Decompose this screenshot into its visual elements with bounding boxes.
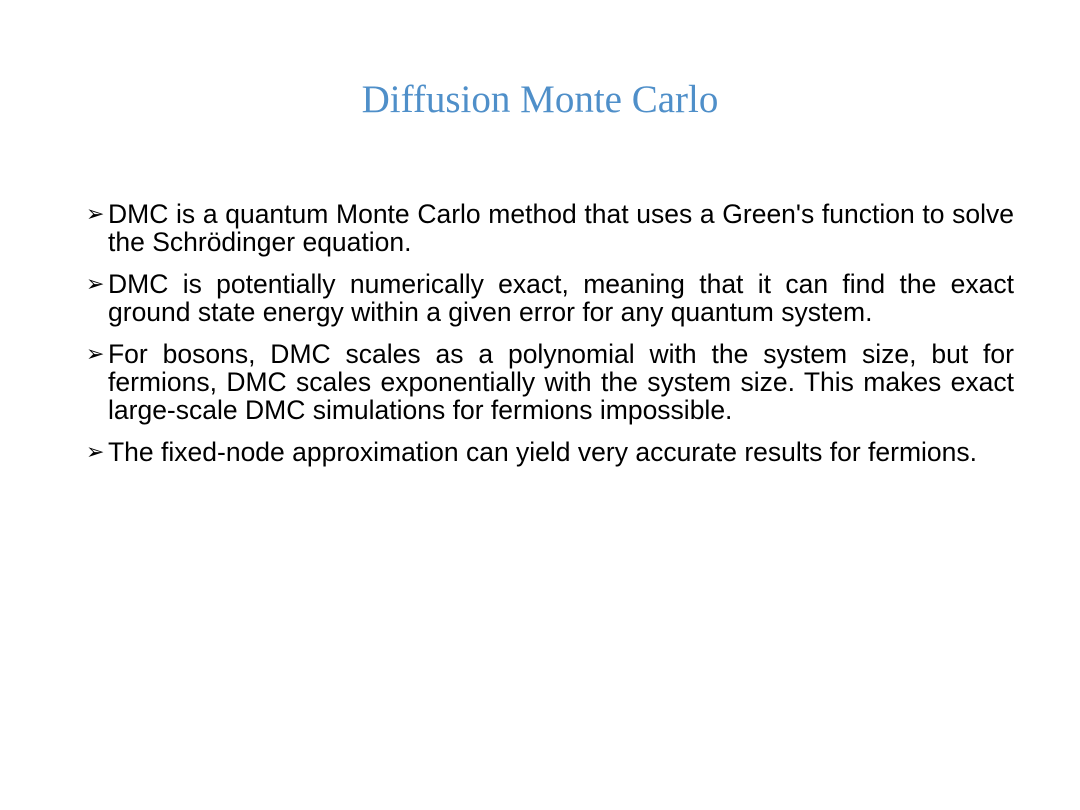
arrow-bullet-icon: ➢ — [86, 439, 105, 464]
arrow-bullet-icon: ➢ — [86, 201, 105, 226]
arrow-bullet-icon: ➢ — [86, 271, 105, 296]
bullet-text: For bosons, DMC scales as a polynomial with the system size, but for fermions, DMC scales exponentially with the system size. This makes exact large-scale DMC simulations for fermions impossible. — [108, 339, 1014, 425]
bullet-item — [88, 438, 1014, 466]
bullet-item — [88, 270, 1014, 326]
bullet-list — [88, 200, 1014, 480]
bullet-text: DMC is potentially numerically exact, meaning that it can find the exact ground state energy within a given error for any quantum system. — [108, 269, 1014, 327]
slide-title: Diffusion Monte Carlo — [361, 78, 719, 121]
arrow-bullet-icon: ➢ — [86, 341, 105, 366]
bullet-item — [88, 340, 1014, 424]
bullet-item — [88, 200, 1014, 256]
bullet-text: The fixed-node approximation can yield very accurate results for fermions. — [108, 437, 978, 467]
bullet-text: DMC is a quantum Monte Carlo method that uses a Green's function to solve the Schrödinger equation. — [108, 199, 1014, 257]
